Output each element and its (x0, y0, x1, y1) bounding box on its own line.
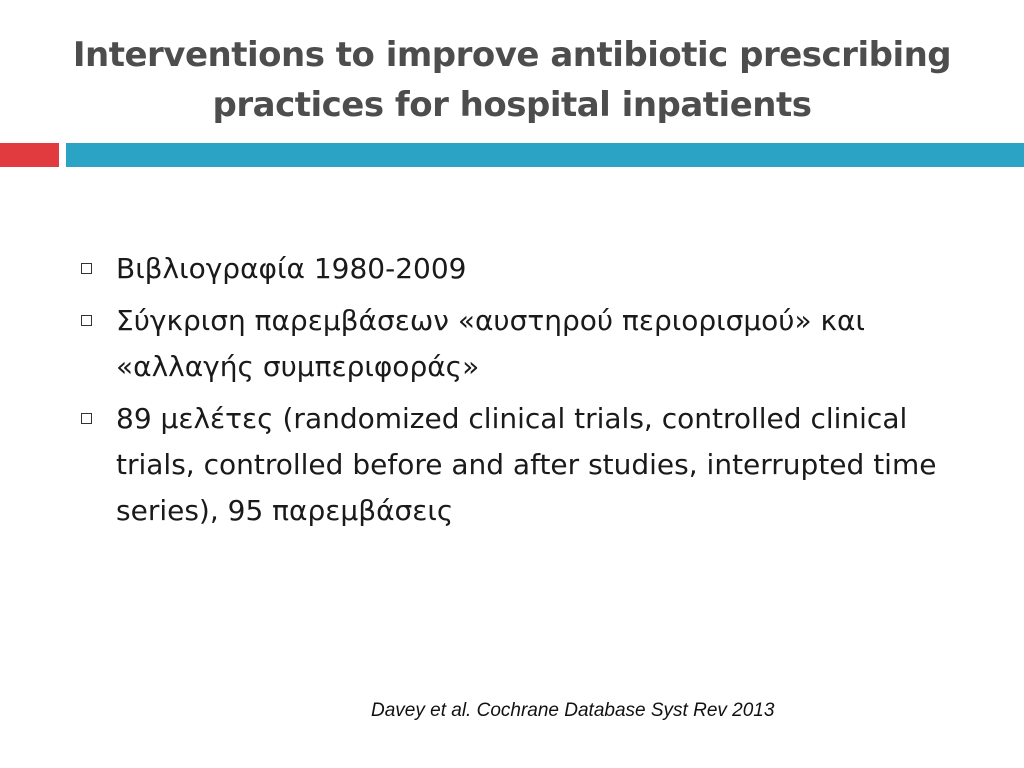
hollow-square-bullet-icon (81, 263, 92, 274)
title-accent-bar-blue (66, 143, 1024, 167)
bullet-item (78, 246, 978, 292)
bullet-item (78, 298, 978, 390)
slide-title (40, 30, 984, 130)
title-accent-bar-red (0, 143, 59, 167)
bullet-text: Σύγκριση παρεμβάσεων «αυστηρού περιορισμού» και «αλλαγής συμπεριφοράς» (116, 304, 865, 383)
slide-title-line-2: practices for hospital inpatients (212, 85, 812, 125)
bullet-text: 89 μελέτες (randomized clinical trials, controlled clinical trials, controlled before and after studies, interrupted time series), 95 παρεμβάσεις (116, 402, 937, 527)
hollow-square-bullet-icon (81, 315, 92, 326)
bullet-list (78, 246, 978, 540)
hollow-square-bullet-icon (81, 413, 92, 424)
bullet-item (78, 396, 978, 534)
citation: Davey et al. Cochrane Database Syst Rev 2013 (371, 700, 775, 721)
bullet-text: Βιβλιογραφία 1980-2009 (116, 252, 467, 285)
slide-title-line-1: Interventions to improve antibiotic prescribing (72, 35, 952, 75)
